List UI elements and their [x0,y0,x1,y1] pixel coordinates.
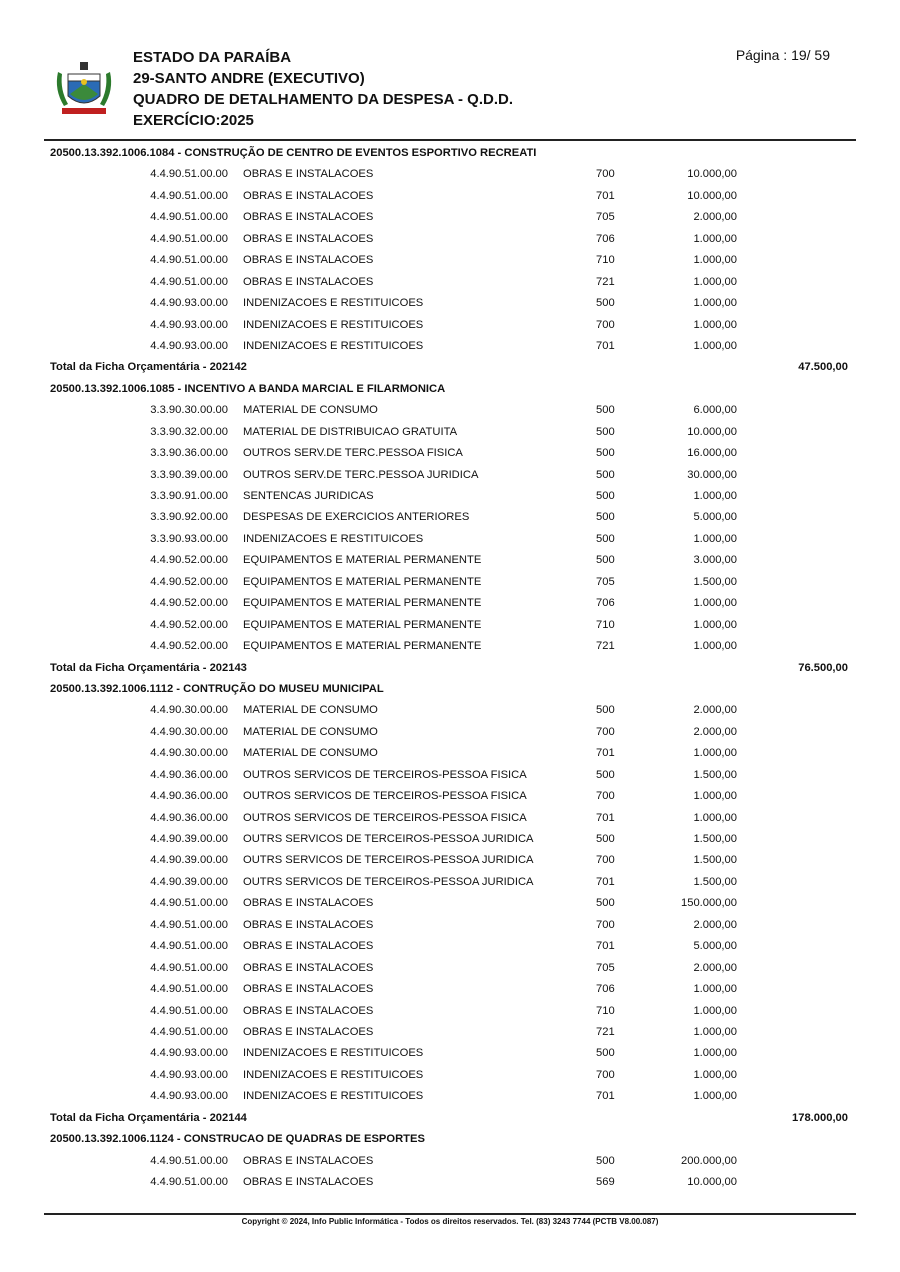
resource-source: 700 [596,854,615,867]
expense-description: INDENIZACOES E RESTITUICOES [243,1068,424,1081]
expense-code: 4.4.90.30.00.00 [150,747,228,760]
amount: 1.000,00 [693,1004,737,1017]
amount: 1.000,00 [693,1025,737,1038]
table-row [0,936,900,957]
expense-description: OUTROS SERVICOS DE TERCEIROS-PESSOA FISICA [243,790,527,803]
table-row [0,1151,900,1172]
table-row [0,636,900,657]
amount: 1.000,00 [693,747,737,760]
expense-code: 4.4.90.36.00.00 [150,811,228,824]
table-row [0,186,900,207]
expense-description: INDENIZACOES E RESTITUICOES [243,532,424,545]
expense-code: 4.4.90.36.00.00 [150,768,228,781]
table-row [0,850,900,871]
expense-description: OUTRS SERVICOS DE TERCEIROS-PESSOA JURIDICA [243,833,534,845]
amount: 10.000,00 [687,425,737,438]
expense-description: OBRAS E INSTALACOES [243,189,374,202]
expense-description: OBRAS E INSTALACOES [243,168,374,181]
table-row [0,572,900,593]
resource-source: 701 [596,811,615,824]
expense-code: 4.4.90.51.00.00 [150,918,228,931]
amount: 2.000,00 [693,725,737,738]
expense-code: 4.4.90.30.00.00 [150,725,228,738]
expense-description: OBRAS E INSTALACOES [243,1154,374,1167]
resource-source: 700 [596,725,615,738]
resource-source: 569 [596,1176,615,1188]
resource-source: 500 [596,468,615,481]
table-row [0,829,900,850]
resource-source: 701 [596,940,615,953]
expense-code: 4.4.90.51.00.00 [150,983,228,996]
total-label: Total da Ficha Orçamentária - 202142 [50,361,247,374]
expense-description: EQUIPAMENTOS E MATERIAL PERMANENTE [243,597,482,610]
table-row [0,786,900,807]
expense-description: OUTROS SERV.DE TERC.PESSOA JURIDICA [243,468,479,481]
expense-code: 4.4.90.39.00.00 [150,875,228,888]
amount: 1.000,00 [693,232,737,245]
resource-source: 710 [596,1004,615,1017]
amount: 5.000,00 [693,511,737,524]
amount: 1.500,00 [693,875,737,888]
expense-code: 4.4.90.52.00.00 [150,554,228,567]
expense-description: OBRAS E INSTALACOES [243,275,374,288]
expense-description: INDENIZACOES E RESTITUICOES [243,297,424,310]
resource-source: 705 [596,961,615,974]
table-row [0,1001,900,1022]
resource-source: 701 [596,1090,615,1103]
expense-code: 4.4.90.51.00.00 [150,897,228,910]
amount: 2.000,00 [693,961,737,974]
table-row [0,1022,900,1043]
expense-description: SENTENCAS JURIDICAS [243,490,374,502]
section-title-row [0,379,900,400]
expense-code: 4.4.90.51.00.00 [150,1154,228,1167]
table-row [0,315,900,336]
table-row [0,164,900,185]
expense-code: 4.4.90.36.00.00 [150,790,228,803]
expense-code: 4.4.90.51.00.00 [150,189,228,202]
resource-source: 500 [596,404,615,417]
total-label: Total da Ficha Orçamentária - 202143 [50,661,247,674]
expense-description: OBRAS E INSTALACOES [243,961,374,974]
expense-code: 4.4.90.93.00.00 [150,1068,228,1081]
expense-code: 4.4.90.52.00.00 [150,575,228,588]
expense-code: 4.4.90.93.00.00 [150,318,228,331]
expense-description: OBRAS E INSTALACOES [243,918,374,931]
total-row [0,658,900,679]
expense-description: DESPESAS DE EXERCICIOS ANTERIORES [243,511,470,524]
resource-source: 701 [596,875,615,888]
resource-source: 706 [596,232,615,245]
expense-code: 4.4.90.39.00.00 [150,854,228,867]
amount: 1.000,00 [693,811,737,824]
resource-source: 500 [596,532,615,545]
amount: 10.000,00 [687,168,737,181]
expense-description: EQUIPAMENTOS E MATERIAL PERMANENTE [243,575,482,588]
table-row [0,1086,900,1107]
table-row [0,550,900,571]
expense-code: 4.4.90.51.00.00 [150,1176,228,1188]
expense-description: MATERIAL DE DISTRIBUICAO GRATUITA [243,425,458,438]
expense-description: INDENIZACOES E RESTITUICOES [243,318,424,331]
amount: 1.000,00 [693,597,737,610]
amount: 6.000,00 [693,404,737,417]
amount: 10.000,00 [687,1176,737,1188]
table-row [0,700,900,721]
table-row [0,1065,900,1086]
table-row [0,872,900,893]
expense-code: 4.4.90.30.00.00 [150,704,228,717]
resource-source: 705 [596,211,615,224]
expense-code: 3.3.90.30.00.00 [150,404,228,417]
expense-code: 4.4.90.51.00.00 [150,1025,228,1038]
expense-code: 4.4.90.52.00.00 [150,618,228,631]
table-row [0,250,900,271]
table-row [0,1172,900,1193]
amount: 1.000,00 [693,318,737,331]
resource-source: 721 [596,640,615,653]
amount: 2.000,00 [693,918,737,931]
table-row [0,207,900,228]
expense-description: EQUIPAMENTOS E MATERIAL PERMANENTE [243,640,482,653]
expense-description: OUTROS SERVICOS DE TERCEIROS-PESSOA FISICA [243,768,527,781]
fiscal-year: EXERCÍCIO:2025 [133,112,254,129]
table-row [0,465,900,486]
resource-source: 710 [596,254,615,267]
amount: 200.000,00 [681,1154,737,1167]
table-row [0,1043,900,1064]
table-row [0,743,900,764]
amount: 1.500,00 [693,833,737,845]
amount: 1.000,00 [693,640,737,653]
expense-description: MATERIAL DE CONSUMO [243,747,378,760]
table-row [0,958,900,979]
resource-source: 500 [596,490,615,502]
resource-source: 700 [596,1068,615,1081]
amount: 3.000,00 [693,554,737,567]
amount: 30.000,00 [687,468,737,481]
page-number: Página : 19/ 59 [735,47,830,63]
expense-code: 3.3.90.91.00.00 [150,490,228,502]
resource-source: 500 [596,897,615,910]
expense-description: OUTRS SERVICOS DE TERCEIROS-PESSOA JURIDICA [243,854,534,867]
table-row [0,336,900,357]
expense-code: 4.4.90.93.00.00 [150,297,228,310]
expense-code: 4.4.90.51.00.00 [150,211,228,224]
amount: 1.000,00 [693,339,737,352]
table-row [0,529,900,550]
amount: 2.000,00 [693,704,737,717]
table-row [0,272,900,293]
entity-name: 29-SANTO ANDRE (EXECUTIVO) [133,70,365,87]
table-row [0,593,900,614]
expense-description: EQUIPAMENTOS E MATERIAL PERMANENTE [243,554,482,567]
table-row [0,808,900,829]
resource-source: 710 [596,618,615,631]
amount: 5.000,00 [693,940,737,953]
resource-source: 706 [596,597,615,610]
expense-code: 4.4.90.93.00.00 [150,1047,228,1060]
total-row [0,1108,900,1129]
amount: 1.000,00 [693,254,737,267]
amount: 150.000,00 [681,897,737,910]
amount: 1.000,00 [693,1068,737,1081]
resource-source: 706 [596,983,615,996]
section-title-row [0,1129,900,1150]
expense-description: OBRAS E INSTALACOES [243,1004,374,1017]
coat-of-arms-logo [52,60,116,120]
table-row [0,615,900,636]
resource-source: 721 [596,275,615,288]
expense-description: OUTRS SERVICOS DE TERCEIROS-PESSOA JURIDICA [243,875,534,888]
expense-code: 3.3.90.39.00.00 [150,468,228,481]
report-title: QUADRO DE DETALHAMENTO DA DESPESA - Q.D.D. [133,91,514,108]
resource-source: 701 [596,747,615,760]
expense-description: INDENIZACOES E RESTITUICOES [243,339,424,352]
expense-code: 4.4.90.93.00.00 [150,1090,228,1103]
expense-description: OBRAS E INSTALACOES [243,232,374,245]
amount: 10.000,00 [687,189,737,202]
resource-source: 700 [596,790,615,803]
expense-code: 4.4.90.51.00.00 [150,275,228,288]
copyright-footer: Copyright © 2024, Info Public Informática - Todos os direitos reservados. Tel. (83) 3243 7744 (PCTB V8.00.087) [241,1217,659,1226]
expense-description: OBRAS E INSTALACOES [243,211,374,224]
resource-source: 500 [596,1047,615,1060]
amount: 1.000,00 [693,618,737,631]
amount: 16.000,00 [687,447,737,460]
table-row [0,400,900,421]
expense-code: 4.4.90.51.00.00 [150,961,228,974]
expense-code: 3.3.90.93.00.00 [150,532,228,545]
expense-code: 4.4.90.52.00.00 [150,597,228,610]
table-row [0,915,900,936]
table-row [0,293,900,314]
expense-description: INDENIZACOES E RESTITUICOES [243,1047,424,1060]
total-label: Total da Ficha Orçamentária - 202144 [50,1111,247,1124]
table-row [0,507,900,528]
table-row [0,979,900,1000]
amount: 1.500,00 [693,575,737,588]
total-value: 178.000,00 [792,1111,848,1124]
amount: 1.000,00 [693,1047,737,1060]
section-title: 20500.13.392.1006.1124 - CONSTRUCAO DE QUADRAS DE ESPORTES [50,1133,425,1146]
total-value: 76.500,00 [798,661,848,674]
state-name: ESTADO DA PARAÍBA [133,49,292,66]
amount: 1.000,00 [693,1090,737,1103]
table-row [0,486,900,507]
expense-code: 4.4.90.52.00.00 [150,640,228,653]
amount: 1.000,00 [693,275,737,288]
table-row [0,422,900,443]
expense-description: OUTROS SERV.DE TERC.PESSOA FISICA [243,447,463,460]
section-title-row [0,143,900,164]
expense-code: 4.4.90.51.00.00 [150,940,228,953]
table-row [0,893,900,914]
expense-description: MATERIAL DE CONSUMO [243,404,378,417]
resource-source: 705 [596,575,615,588]
expense-code: 4.4.90.51.00.00 [150,232,228,245]
expense-detail-table [0,143,900,1193]
expense-description: MATERIAL DE CONSUMO [243,725,378,738]
resource-source: 721 [596,1025,615,1038]
expense-description: OBRAS E INSTALACOES [243,1025,374,1038]
table-row [0,722,900,743]
expense-description: EQUIPAMENTOS E MATERIAL PERMANENTE [243,618,482,631]
report-header [133,47,513,131]
section-title: 20500.13.392.1006.1085 - INCENTIVO A BANDA MARCIAL E FILARMONICA [50,382,446,395]
expense-code: 3.3.90.36.00.00 [150,447,228,460]
expense-description: OBRAS E INSTALACOES [243,897,374,910]
resource-source: 700 [596,168,615,181]
expense-code: 4.4.90.51.00.00 [150,1004,228,1017]
section-title-row [0,679,900,700]
expense-description: OBRAS E INSTALACOES [243,940,374,953]
expense-description: INDENIZACOES E RESTITUICOES [243,1090,424,1103]
expense-code: 4.4.90.51.00.00 [150,168,228,181]
resource-source: 500 [596,297,615,310]
amount: 1.000,00 [693,490,737,502]
table-row [0,443,900,464]
amount: 1.000,00 [693,790,737,803]
resource-source: 701 [596,189,615,202]
resource-source: 500 [596,704,615,717]
total-value: 47.500,00 [798,361,848,374]
expense-description: OBRAS E INSTALACOES [243,1176,374,1188]
amount: 1.000,00 [693,297,737,310]
expense-description: MATERIAL DE CONSUMO [243,704,378,717]
resource-source: 701 [596,339,615,352]
expense-code: 4.4.90.39.00.00 [150,833,228,845]
footer-divider [44,1213,856,1215]
resource-source: 500 [596,768,615,781]
expense-code: 3.3.90.92.00.00 [150,511,228,524]
expense-description: OBRAS E INSTALACOES [243,983,374,996]
section-title: 20500.13.392.1006.1112 - CONTRUÇÃO DO MUSEU MUNICIPAL [50,682,384,695]
header-divider [44,139,856,141]
expense-code: 4.4.90.51.00.00 [150,254,228,267]
table-row [0,229,900,250]
resource-source: 500 [596,1154,615,1167]
expense-description: OBRAS E INSTALACOES [243,254,374,267]
expense-description: OUTROS SERVICOS DE TERCEIROS-PESSOA FISICA [243,811,527,824]
amount: 2.000,00 [693,211,737,224]
expense-code: 4.4.90.93.00.00 [150,339,228,352]
amount: 1.000,00 [693,532,737,545]
table-row [0,765,900,786]
expense-code: 3.3.90.32.00.00 [150,425,228,438]
resource-source: 500 [596,511,615,524]
resource-source: 500 [596,447,615,460]
resource-source: 700 [596,918,615,931]
total-row [0,357,900,378]
resource-source: 500 [596,425,615,438]
amount: 1.000,00 [693,983,737,996]
section-title: 20500.13.392.1006.1084 - CONSTRUÇÃO DE CENTRO DE EVENTOS ESPORTIVO RECREATI [50,147,537,159]
amount: 1.500,00 [693,768,737,781]
resource-source: 500 [596,833,615,845]
amount: 1.500,00 [693,854,737,867]
resource-source: 700 [596,318,615,331]
resource-source: 500 [596,554,615,567]
